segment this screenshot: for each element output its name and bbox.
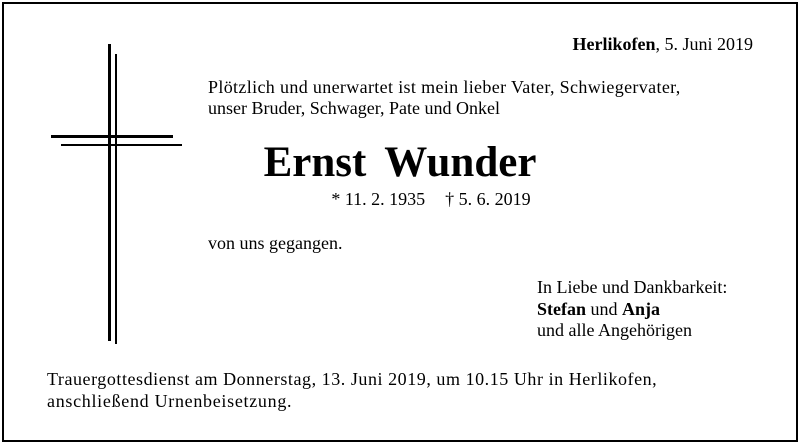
intro-line-2: unser Bruder, Schwager, Pate und Onkel <box>208 98 500 118</box>
notice-date: , 5. Juni 2019 <box>655 34 753 54</box>
deceased-name: Ernst Wunder <box>263 139 537 186</box>
mourners-intro: In Liebe und Dankbarkeit: <box>537 277 728 297</box>
intro-line-1: Plötzlich und unerwartet ist mein lieber Vater, Schwiegervater, <box>208 77 681 97</box>
passing-text: von uns gegangen. <box>208 233 343 253</box>
service-line-2: anschließend Urnenbeisetzung. <box>47 391 293 411</box>
mourners-names <box>537 298 660 320</box>
death-date: † 5. 6. 2019 <box>445 189 531 209</box>
mourners-others: und alle Angehörigen <box>537 320 692 340</box>
life-dates <box>0 188 800 210</box>
mourner-name-1: Stefan <box>537 299 586 319</box>
mourner-connector: und <box>586 299 622 319</box>
service-line-1: Trauergottesdienst am Donnerstag, 13. Juni 2019, um 10.15 Uhr in Herlikofen, <box>47 369 658 389</box>
place-date-line <box>572 33 753 55</box>
mourner-name-2: Anja <box>622 299 661 319</box>
place-name: Herlikofen <box>572 34 656 54</box>
birth-date: * 11. 2. 1935 <box>331 189 426 209</box>
